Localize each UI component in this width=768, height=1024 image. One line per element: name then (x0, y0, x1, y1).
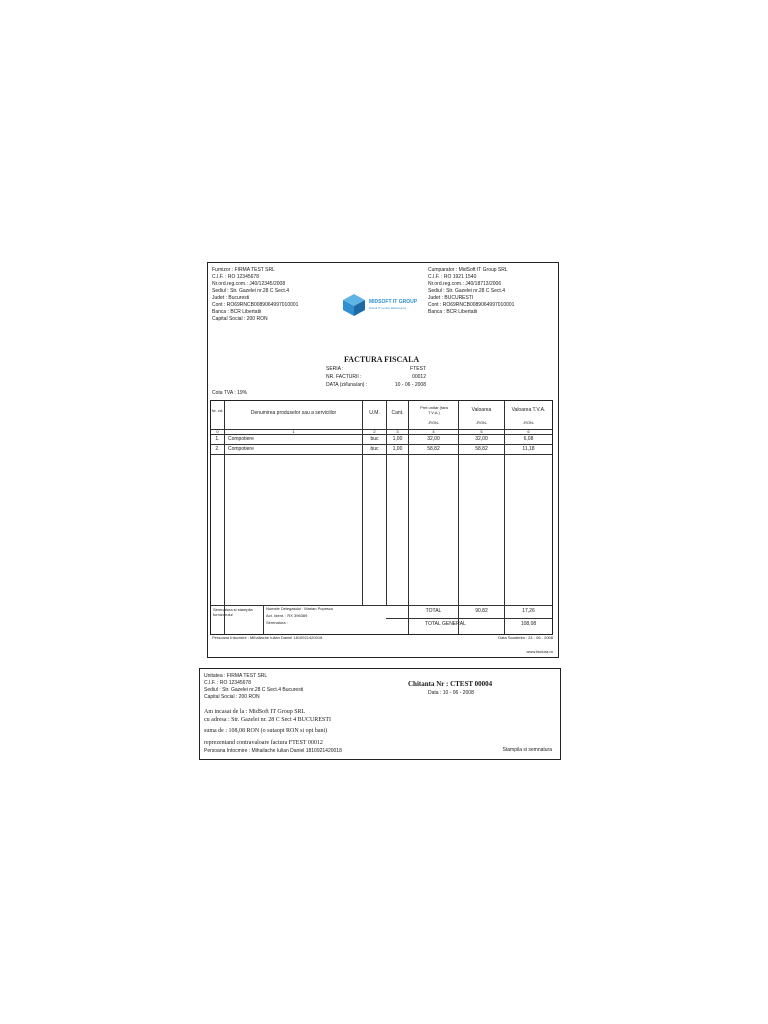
row-nr: 2. (215, 446, 220, 452)
row-vat: 11,18 (522, 446, 535, 452)
signature-label: Semnatura si stampila furnizorului (213, 607, 253, 618)
grand-total-label: TOTAL GENERAL (425, 621, 466, 627)
row-vat: 6,08 (523, 436, 534, 442)
header-vat: Valoarea T.V.A. (511, 407, 546, 413)
delegate-name: Numele Delegatului : Marian Popescu (266, 606, 334, 611)
website-link[interactable]: www.factura.ro (526, 649, 553, 654)
supplier-county: Judet : Bucuresti (212, 295, 250, 301)
supplier-account: Cont : RO69RNCB0089064997010001 (212, 302, 299, 308)
header-vat-unit: -RON- (522, 420, 535, 425)
receipt-capital: Capital Social : 200 RON (204, 694, 260, 700)
grand-total-value: 108,08 (520, 621, 537, 627)
col-index: 3 (396, 429, 399, 434)
logo-cubes-icon (341, 292, 367, 318)
supplier-bank: Banca : BCR Libertatii (212, 309, 262, 315)
delegate-signature: Semnatura : (266, 620, 288, 625)
row-um: buc (370, 436, 379, 442)
col-index: 2 (373, 429, 376, 434)
col-index: 4 (432, 429, 435, 434)
buyer-reg: Nr.ord.reg.com.: J40/18713/2006 (428, 281, 502, 287)
received-from: Am incasat de la : MidSoft IT Group SRL (204, 709, 306, 715)
row-qty: 1,00 (392, 446, 403, 452)
row-qty: 1,00 (392, 436, 403, 442)
date-label: DATA (zi/luna/an) : (326, 382, 368, 388)
row-um: buc (370, 446, 379, 452)
invoice-title: FACTURA FISCALA (344, 355, 420, 364)
supplier-capital: Capital Social : 200 RON (212, 316, 268, 322)
header-um: U.M. (369, 410, 380, 416)
receipt-cif: C.I.F. : RO 12345678 (204, 680, 251, 686)
number-value: 00012 (412, 374, 426, 380)
total-value: 90,82 (475, 608, 488, 614)
buyer-county: Judet : BUCURESTI (428, 295, 474, 301)
receipt-issuer: Persoana Intocmire : Mihailache Iulian Daniel 1810921420018 (204, 748, 342, 754)
stamp-label: Stampila si semnatura (502, 747, 552, 753)
receipt-date: Data : 10 - 06 - 2008 (428, 690, 474, 696)
date-value: 10 - 06 - 2008 (394, 382, 426, 388)
receipt-title: Chitanta Nr : CTEST 00004 (408, 680, 493, 688)
buyer-address: Sediul : Str. Gazelei nr.28 C Sect.4 (428, 288, 505, 294)
amount: suma de : 108,08 RON (o sutaopt RON si opt bani) (204, 728, 328, 734)
header-nr: Nr. crt. (211, 408, 224, 413)
row-price: 58,82 (427, 446, 440, 452)
header-value-unit: -RON- (475, 420, 488, 425)
receipt-unit: Unitatea : FIRMA TEST SRL (204, 673, 268, 679)
number-label: NR. FACTURII : (326, 374, 362, 380)
due-date: Data Scadenta : 24 - 06 - 2008 (498, 635, 553, 640)
col-index: 6 (527, 429, 530, 434)
total-vat: 17,26 (522, 608, 535, 614)
receipt (199, 668, 561, 760)
header-price: Pret unitar (fara T.V.A.) (420, 405, 448, 416)
address-from: cu adresa : Str. Gazelei nr. 28 C Sect 4 BUCURESTI (204, 717, 331, 723)
vat-rate: Cota TVA : 19% (212, 390, 248, 396)
row-name: Compotiere (228, 446, 254, 452)
representing: reprezentand contravaloare factura FTEST 00012 (204, 740, 323, 746)
row-name: Compotiere (228, 436, 254, 442)
header-qty: Cant. (391, 410, 404, 416)
row-value: 58,82 (475, 446, 488, 452)
items-table (210, 400, 553, 635)
header-name: Denumirea produselor sau a serviciilor (250, 410, 337, 416)
supplier-address: Sediul : Str. Gazelei nr.28 C Sect.4 (212, 288, 289, 294)
total-label: TOTAL (425, 608, 442, 614)
header-value: Valoarea (471, 407, 492, 413)
row-price: 32,00 (427, 436, 440, 442)
buyer-bank: Banca : BCR Libertatii (428, 309, 478, 315)
midsoft-logo (341, 291, 418, 319)
row-nr: 1. (215, 436, 220, 442)
receipt-address: Sediul : Str. Gazelei nr.28 C Sect.4 Bucuresti (204, 687, 304, 693)
logo-text: MIDSOFT IT GROUP (369, 299, 418, 305)
col-index: 0 (216, 429, 219, 434)
buyer-account: Cont : RO69RNCB0089064997010001 (428, 302, 515, 308)
col-index: 1 (292, 429, 295, 434)
series-value: FTEST (410, 366, 426, 372)
buyer-cif: C.I.F. : RO 1921 1540 (428, 274, 477, 280)
supplier-reg: Nr.ord.reg.com.: J40/12345/2008 (212, 281, 286, 287)
header-price-unit: -RON- (427, 420, 440, 425)
series-label: SERIA : (326, 366, 344, 372)
supplier-name: Furnizor : FIRMA TEST SRL (212, 267, 275, 273)
buyer-name: Cumparator : MidSoft IT Group SRL (428, 267, 508, 273)
row-value: 32,00 (475, 436, 488, 442)
invoice (207, 262, 559, 658)
supplier-cif: C.I.F. : RO 12345678 (212, 274, 259, 280)
col-index: 5 (480, 429, 483, 434)
logo-tagline: Solutii IT pentru afacerea ta (369, 306, 406, 310)
delegate-id: Act. Ident. : RX 396389 (266, 613, 308, 618)
issuer: Persoana Intocmire : Mihailache Iulian Daniel 1810921420018 (212, 635, 323, 640)
